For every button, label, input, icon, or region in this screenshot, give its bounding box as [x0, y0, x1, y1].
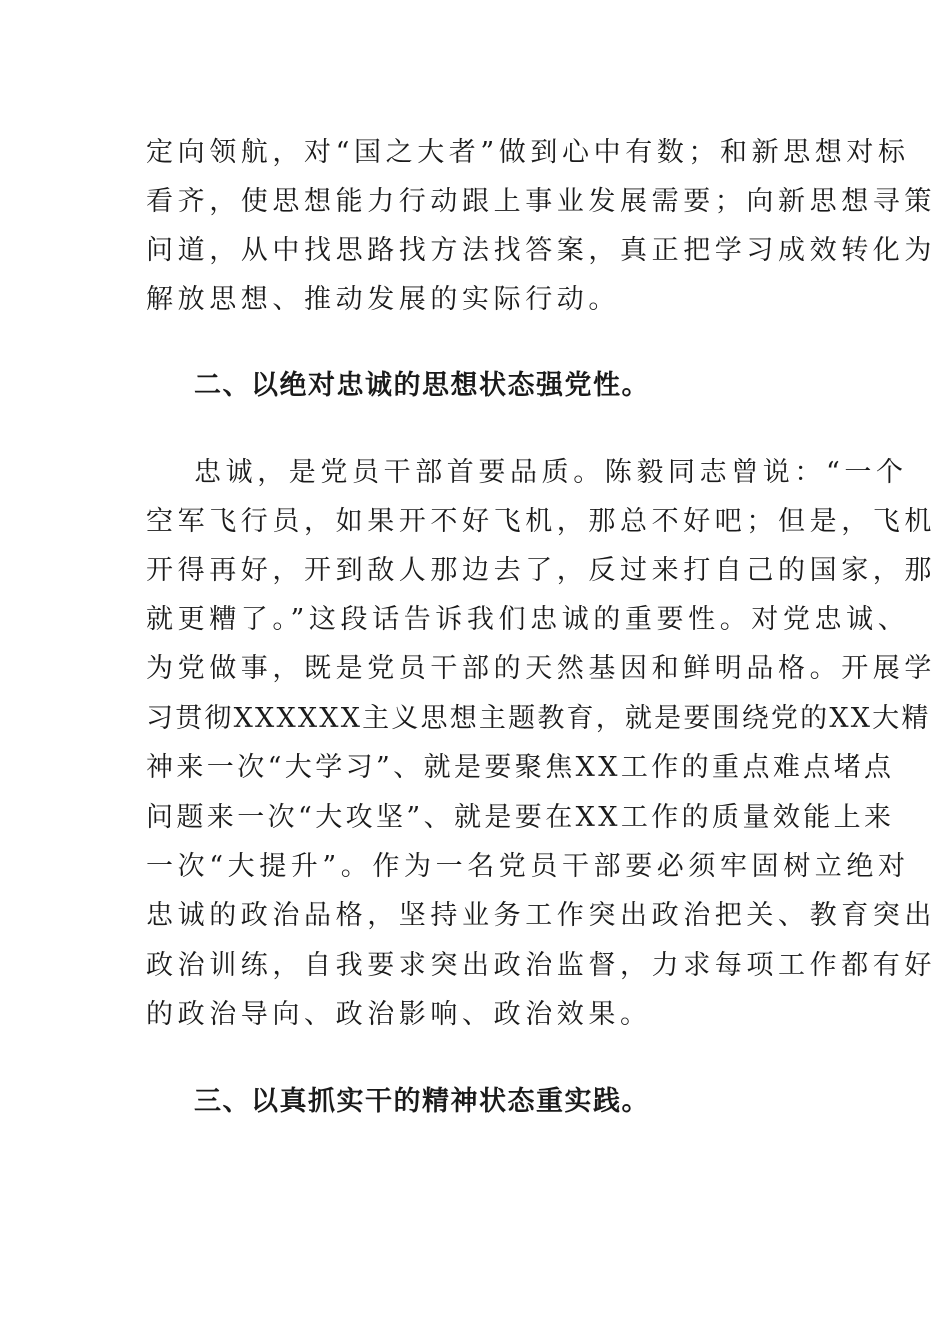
paragraph-2-line-12: 的政治导向、政治影响、政治效果。	[146, 999, 652, 1030]
paragraph-1-line-4: 解放思想、推动发展的实际行动。	[146, 284, 620, 315]
paragraph-2-line-5: 为党做事，既是党员干部的天然基因和鲜明品格。开展学	[146, 653, 936, 684]
paragraph-1-line-3: 问道，从中找思路找方法找答案，真正把学习成效转化为	[146, 235, 936, 266]
paragraph-2-line-6: 习贯彻XXXXXX主义思想主题教育，就是要围绕党的XX大精	[146, 703, 931, 734]
section-heading-3: 三、以真抓实干的精神状态重实践。	[194, 1086, 650, 1117]
paragraph-1-line-2: 看齐，使思想能力行动跟上事业发展需要；向新思想寻策	[146, 186, 936, 217]
paragraph-2-line-2: 空军飞行员，如果开不好飞机，那总不好吧；但是，飞机	[146, 506, 936, 537]
paragraph-2-line-11: 政治训练，自我要求突出政治监督，力求每项工作都有好	[146, 950, 936, 981]
paragraph-2-line-1: 忠诚，是党员干部首要品质。陈毅同志曾说：“一个	[194, 457, 908, 488]
section-heading-2: 二、以绝对忠诚的思想状态强党性。	[194, 370, 650, 401]
paragraph-2-line-9: 一次“大提升”。作为一名党员干部要必须牢固树立绝对	[146, 851, 910, 882]
paragraph-2-line-4: 就更糟了。”这段话告诉我们忠诚的重要性。对党忠诚、	[146, 604, 910, 635]
paragraph-1-line-1: 定向领航，对“国之大者”做到心中有数；和新思想对标	[146, 137, 910, 168]
paragraph-2-line-10: 忠诚的政治品格，坚持业务工作突出政治把关、教育突出	[146, 900, 936, 931]
paragraph-2-line-7: 神来一次“大学习”、就是要聚焦XX工作的重点难点堵点	[146, 752, 895, 783]
paragraph-2-line-8: 问题来一次“大攻坚”、就是要在XX工作的质量效能上来	[146, 802, 895, 833]
paragraph-2-line-3: 开得再好，开到敌人那边去了，反过来打自己的国家，那	[146, 555, 936, 586]
